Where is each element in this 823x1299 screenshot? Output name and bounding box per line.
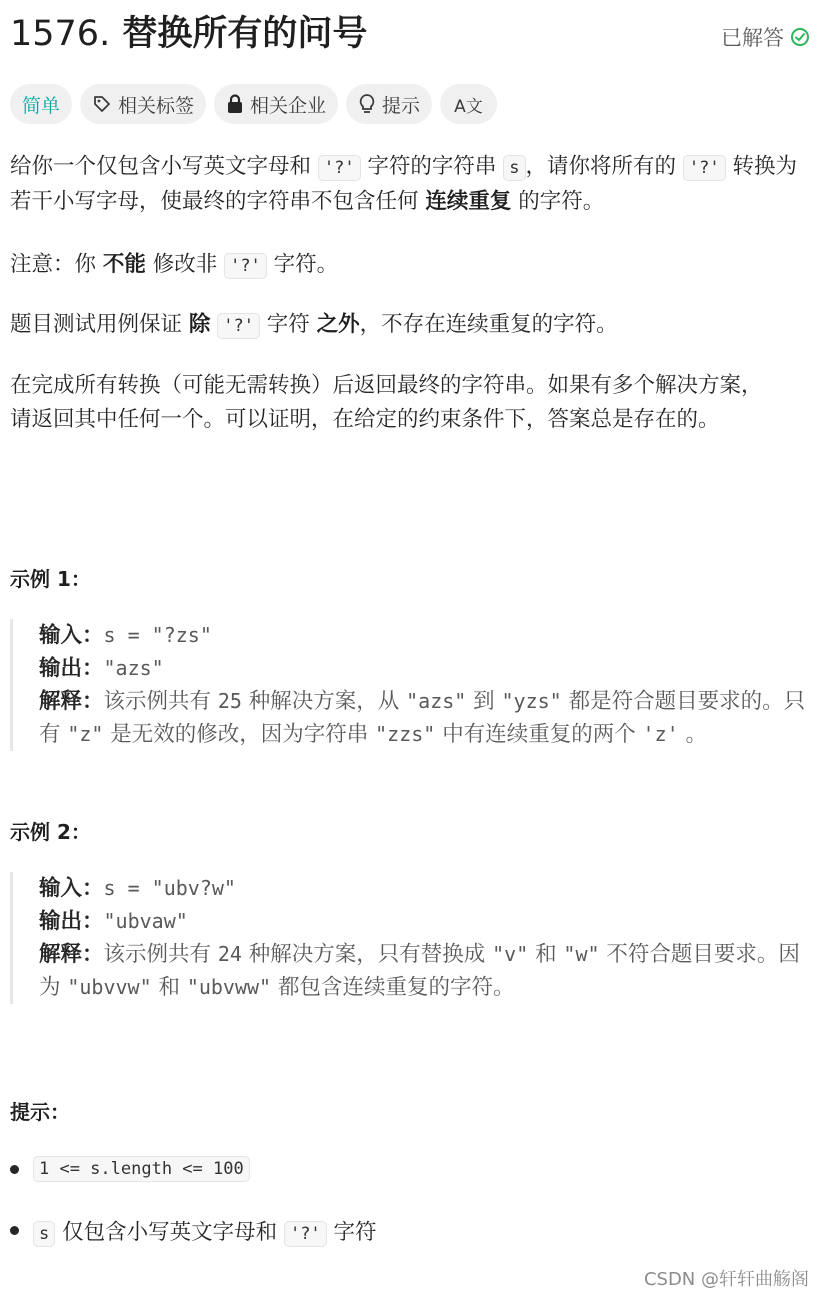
text: ，不存在连续重复的字符。 — [359, 312, 618, 337]
difficulty-label: 简单 — [22, 94, 61, 117]
text: 'z' — [642, 722, 679, 746]
text: 。 — [678, 722, 707, 747]
description-paragraph-2 — [10, 248, 800, 283]
description-paragraph-4: 在完成所有转换（可能无需转换）后返回最终的字符串。如果有多个解决方案，请返回其中任何一个。可以证明，在给定的约束条件下，答案总是存在的。 — [10, 373, 763, 432]
text: 都包含连续重复的字符。 — [271, 975, 515, 1000]
problem-title — [10, 8, 810, 60]
text: 的字符。 — [518, 189, 605, 214]
companies-button[interactable] — [214, 84, 338, 124]
solved-label: 已解答 — [721, 26, 784, 50]
example-1-input — [39, 619, 810, 652]
bullet-icon — [10, 1165, 19, 1174]
example-2-block — [10, 872, 810, 1004]
text: "ubvww" — [186, 975, 272, 999]
text: 该示例共有 — [103, 689, 218, 714]
watermark: CSDN @轩轩曲觞阁 — [643, 1269, 809, 1290]
output-value: "ubvaw" — [103, 909, 188, 933]
output-label: 输出： — [39, 909, 104, 934]
text: 和 — [528, 942, 564, 967]
inline-code: '?' — [318, 155, 361, 181]
text: 25 — [217, 689, 242, 713]
text: 修改非 — [152, 252, 218, 277]
text: 字符 — [266, 312, 310, 337]
inline-code: s — [503, 155, 525, 181]
text: 种解决方案，从 — [241, 689, 407, 714]
text: "zzs" — [375, 722, 436, 746]
lightbulb-icon — [358, 93, 376, 115]
text: 仅包含小写英文字母和 — [62, 1220, 278, 1245]
text: 字符 — [333, 1220, 377, 1245]
constraint-item-2 — [10, 1215, 377, 1246]
difficulty-badge[interactable] — [10, 84, 72, 124]
bold-text: 连续重复 — [425, 189, 512, 214]
explanation-label: 解释： — [39, 942, 104, 967]
text: 字符的字符串 — [367, 154, 497, 179]
example-1-heading: 示例 1： — [10, 567, 91, 591]
bullet-icon — [10, 1226, 19, 1235]
output-label: 输出： — [39, 656, 104, 681]
translate-icon: A文 — [454, 96, 483, 117]
inline-code: '?' — [224, 253, 267, 279]
hint-label: 提示 — [382, 94, 421, 117]
inline-code: s — [33, 1221, 55, 1247]
lock-icon — [226, 94, 244, 114]
problem-name: 替换所有的问号 — [122, 14, 368, 54]
text: ，请你将所有的 — [525, 154, 677, 179]
text: 注意：你 — [10, 252, 97, 277]
solved-status — [721, 22, 810, 52]
tag-icon — [92, 94, 112, 114]
related-tags-button[interactable] — [80, 84, 206, 124]
example-2-explanation — [39, 938, 810, 1004]
text: 到 — [466, 689, 502, 714]
tag-bar — [10, 84, 497, 124]
constraints-heading: 提示： — [10, 1100, 70, 1124]
text: 和 — [151, 975, 187, 1000]
check-circle-icon — [790, 27, 810, 47]
example-1-explanation — [39, 685, 810, 751]
problem-header — [10, 8, 810, 60]
text: 题目测试用例保证 — [10, 312, 183, 337]
companies-label: 相关企业 — [250, 94, 327, 117]
related-tags-label: 相关标签 — [118, 94, 195, 117]
text: 给你一个仅包含小写英文字母和 — [10, 154, 312, 179]
text: "yzs" — [501, 689, 562, 713]
text: 24 — [217, 942, 242, 966]
text: 转换为若干小写字母，使最终的字符串不包含任何 — [10, 154, 797, 214]
input-value: s = "ubv?w" — [103, 876, 236, 900]
text: "z" — [67, 722, 104, 746]
text: 是无效的修改，因为字符串 — [103, 722, 376, 747]
constraint-item-1 — [10, 1156, 250, 1182]
text: "azs" — [406, 689, 467, 713]
text: 字符。 — [273, 252, 339, 277]
problem-number: 1576. — [10, 14, 111, 54]
inline-code: '?' — [683, 155, 726, 181]
text: "w" — [563, 942, 600, 966]
inline-code: '?' — [284, 1221, 327, 1247]
bold-text: 之外 — [316, 312, 360, 337]
description-paragraph-3 — [10, 308, 800, 343]
text: "ubvvw" — [67, 975, 152, 999]
output-value: "azs" — [103, 656, 164, 680]
description-paragraph-1 — [10, 150, 800, 219]
example-1-block — [10, 619, 810, 751]
translate-button[interactable] — [440, 84, 497, 124]
text: 该示例共有 — [103, 942, 218, 967]
example-2-heading: 示例 2： — [10, 820, 91, 844]
inline-code: '?' — [217, 313, 260, 339]
input-label: 输入： — [39, 623, 104, 648]
input-label: 输入： — [39, 876, 104, 901]
explanation-label: 解释： — [39, 689, 104, 714]
text: 中有连续重复的两个 — [435, 722, 643, 747]
example-1-output — [39, 652, 810, 685]
text: 种解决方案，只有替换成 — [241, 942, 493, 967]
example-2-output — [39, 905, 810, 938]
hint-button[interactable] — [346, 84, 432, 124]
text: 不符合题目要求。因为 — [39, 942, 800, 1000]
inline-code: 1 <= s.length <= 100 — [33, 1156, 250, 1182]
text: 都是符合题目要求的。只有 — [39, 689, 806, 747]
bold-text: 不能 — [102, 252, 146, 277]
example-2-input — [39, 872, 810, 905]
text: "v" — [492, 942, 529, 966]
input-value: s = "?zs" — [103, 623, 212, 647]
bold-text: 除 — [188, 312, 211, 337]
